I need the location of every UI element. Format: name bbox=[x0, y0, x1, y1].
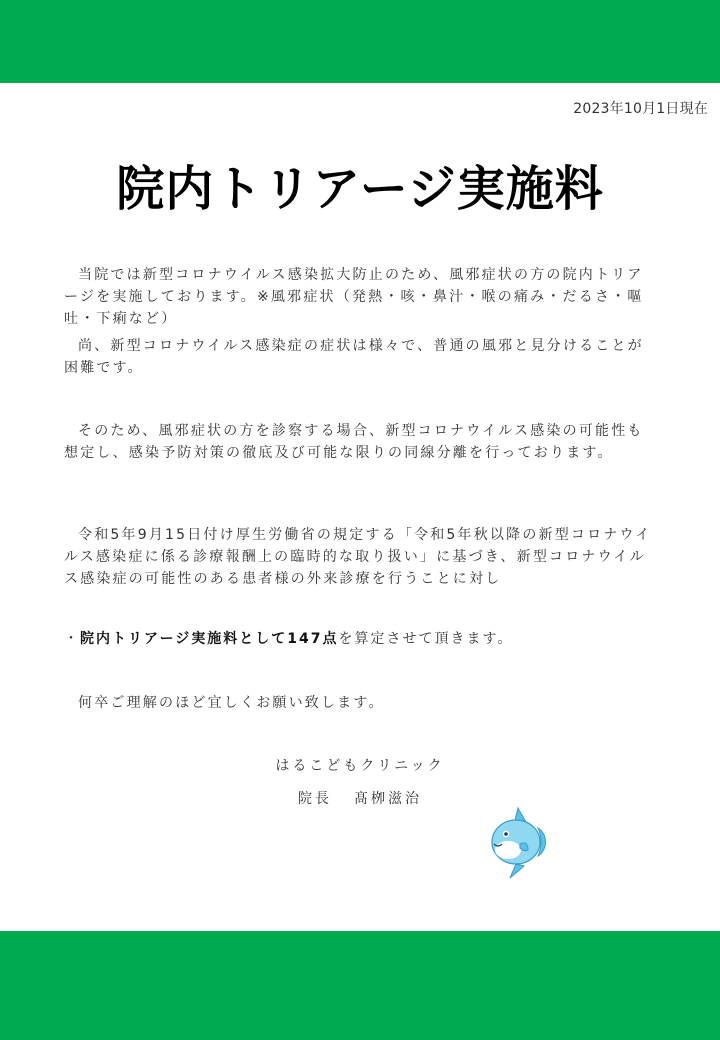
paragraph-symptoms: 尚、新型コロナウイルス感染症の症状は様々で、普通の風邪と見分けることが困難です。 bbox=[64, 338, 644, 376]
fee-highlight: 院内トリアージ実施料として147点 bbox=[80, 631, 339, 647]
clinic-name: はるこどもクリニック bbox=[275, 758, 445, 774]
paragraph-regulation: 令和5年9月15日付け厚生労働省の規定する「令和5年秋以降の新型コロナウイルス感染症に係る診療報酬上の臨時的な取り扱い」に基づき、新型コロナウイルス感染症の可能性のある患者様の外来診療を行うことに対し bbox=[64, 527, 652, 587]
director-role: 院長 bbox=[298, 791, 332, 807]
notice-date: 2023年10月1日現在 bbox=[573, 101, 708, 117]
paragraph-prevention: そのため、風邪症状の方を診察する場合、新型コロナウイルス感染の可能性も想定し、感染予防対策の徹底及び可能な限りの同線分離を行っております。 bbox=[64, 423, 644, 461]
fee-suffix: を算定させて頂きます。 bbox=[338, 631, 514, 647]
fee-line bbox=[64, 628, 664, 650]
paragraph-triage-intro: 当院では新型コロナウイルス感染拡大防止のため、風邪症状の方の院内トリアージを実施しております。※風邪症状（発熱・咳・鼻汁・喉の痛み・だるさ・嘔吐・下痢など） bbox=[64, 267, 644, 327]
header-band bbox=[0, 0, 720, 83]
sunfish-mascot-icon bbox=[480, 804, 552, 880]
footer-band bbox=[0, 931, 720, 1040]
director-name: 髙栁滋治 bbox=[354, 791, 422, 807]
director-line bbox=[0, 788, 720, 808]
notice-title: 院内トリアージ実施料 bbox=[116, 161, 604, 217]
paragraph-closing: 何卒ご理解のほど宜しくお願い致します。 bbox=[78, 695, 385, 711]
fee-bullet: ・ bbox=[64, 631, 80, 647]
